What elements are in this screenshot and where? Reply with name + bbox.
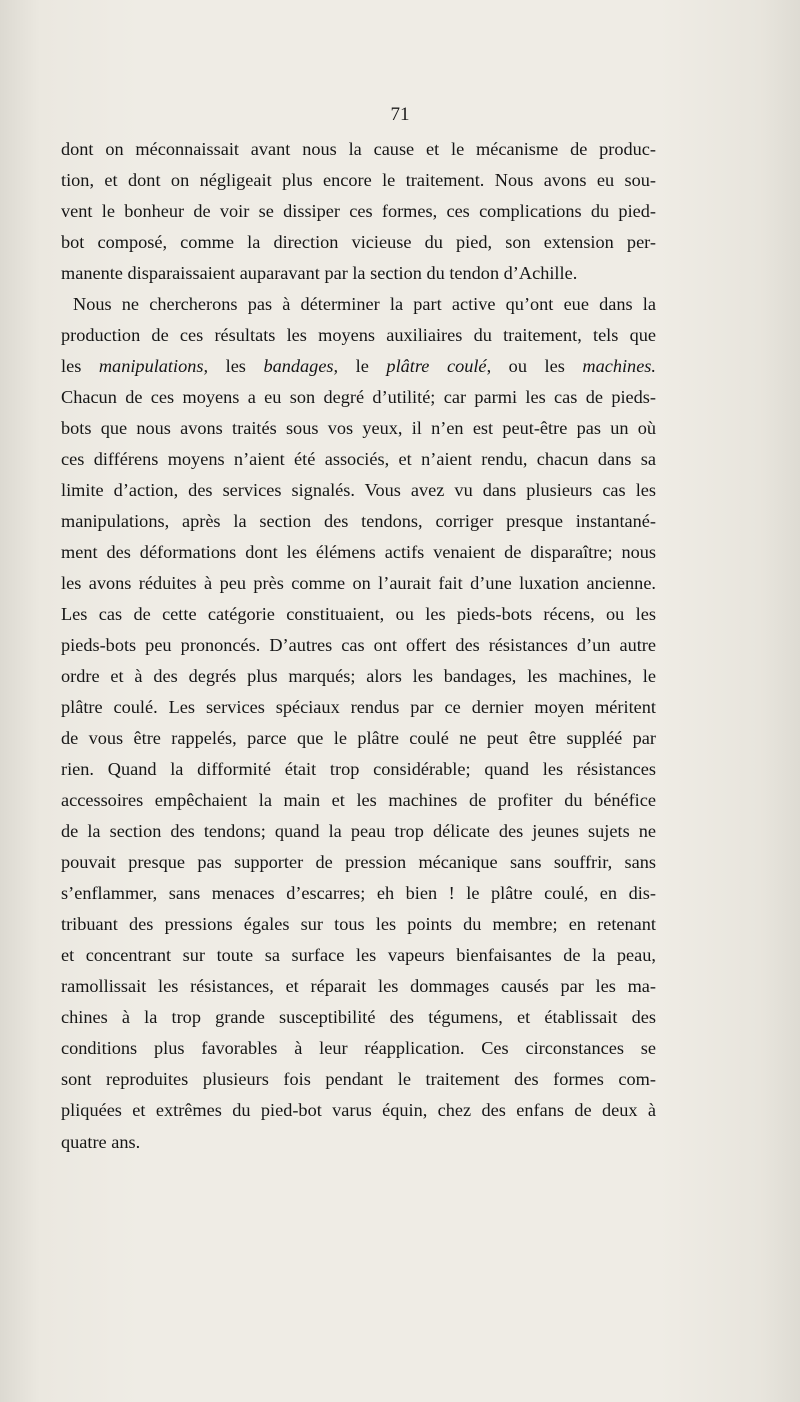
text-line: les avons réduites à peu près comme on l’aurait fait d’une luxation ancienne. [61,573,656,594]
text-line: Nous ne chercherons pas à déterminer la part active qu’ont eue dans la [73,294,656,315]
text-line: ment des déformations dont les élémens actifs venaient de disparaître; nous [61,542,656,563]
text-line: rien. Quand la difformité était trop considérable; quand les résistances [61,759,656,780]
text-line: bots que nous avons traités sous vos yeux, il n’en est peut-être pas un où [61,418,656,439]
text-line: pliquées et extrêmes du pied-bot varus équin, chez des enfans de deux à [61,1100,656,1121]
italic-term-bandages: bandages, [263,356,339,377]
text-line: ces différens moyens n’aient été associés, et n’aient rendu, chacun dans sa [61,449,656,470]
text-line: tribuant des pressions égales sur tous les points du membre; en retenant [61,914,656,935]
text-line: plâtre coulé. Les services spéciaux rendus par ce dernier moyen méritent [61,697,656,718]
text-line: chines à la trop grande susceptibilité des tégumens, et établissait des [61,1007,656,1028]
text-line: quatre ans. [61,1131,141,1152]
text-line: tion, et dont on négligeait plus encore le traitement. Nous avons eu sou- [61,170,656,191]
page-number: 71 [390,104,410,125]
text-segment: les [208,356,264,377]
italic-term-manipulations: manipulations, [98,356,209,377]
text-segment: le [338,356,387,377]
text-line: Les cas de cette catégorie constituaient, ou les pieds-bots récens, ou les [61,604,656,625]
body-text [61,134,656,1158]
text-line-mixed [61,351,656,382]
text-line: ramollissait les résistances, et réparait les dommages causés par les ma- [61,976,656,997]
text-line: sont reproduites plusieurs fois pendant le traitement des formes com- [61,1069,656,1090]
text-line: Chacun de ces moyens a eu son degré d’utilité; car parmi les cas de pieds- [61,387,656,408]
text-segment: , ou les [486,356,583,377]
text-line: manipulations, après la section des tendons, corriger presque instantané- [61,511,656,532]
text-line: manente disparaissaient auparavant par la section du tendon d’Achille. [61,263,578,284]
text-line: conditions plus favorables à leur réapplication. Ces circonstances se [61,1038,656,1059]
text-line: vent le bonheur de voir se dissiper ces formes, ces complications du pied- [61,201,656,222]
text-line: s’enflammer, sans menaces d’escarres; eh bien ! le plâtre coulé, en dis- [61,883,656,904]
text-segment: les [61,356,99,377]
text-line: et concentrant sur toute sa surface les vapeurs bienfaisantes de la peau, [61,945,656,966]
text-line: limite d’action, des services signalés. Vous avez vu dans plusieurs cas les [61,480,656,501]
text-line: ordre et à des degrés plus marqués; alors les bandages, les machines, le [61,666,656,687]
italic-term-machines: machines. [582,356,656,377]
text-line: pieds-bots peu prononcés. D’autres cas ont offert des résistances d’un autre [61,635,656,656]
text-line: bot composé, comme la direction vicieuse du pied, son extension per- [61,232,656,253]
text-line: accessoires empêchaient la main et les machines de profiter du bénéfice [61,790,656,811]
text-line: de vous être rappelés, parce que le plâtre coulé ne peut être suppléé par [61,728,656,749]
italic-term-platre-coule: plâtre coulé [386,356,487,377]
text-line: production de ces résultats les moyens auxiliaires du traitement, tels que [61,325,656,346]
text-line: de la section des tendons; quand la peau trop délicate des jeunes sujets ne [61,821,656,842]
text-line: pouvait presque pas supporter de pression mécanique sans souffrir, sans [61,852,656,873]
text-line: dont on méconnaissait avant nous la cause et le mécanisme de produc- [61,139,656,159]
